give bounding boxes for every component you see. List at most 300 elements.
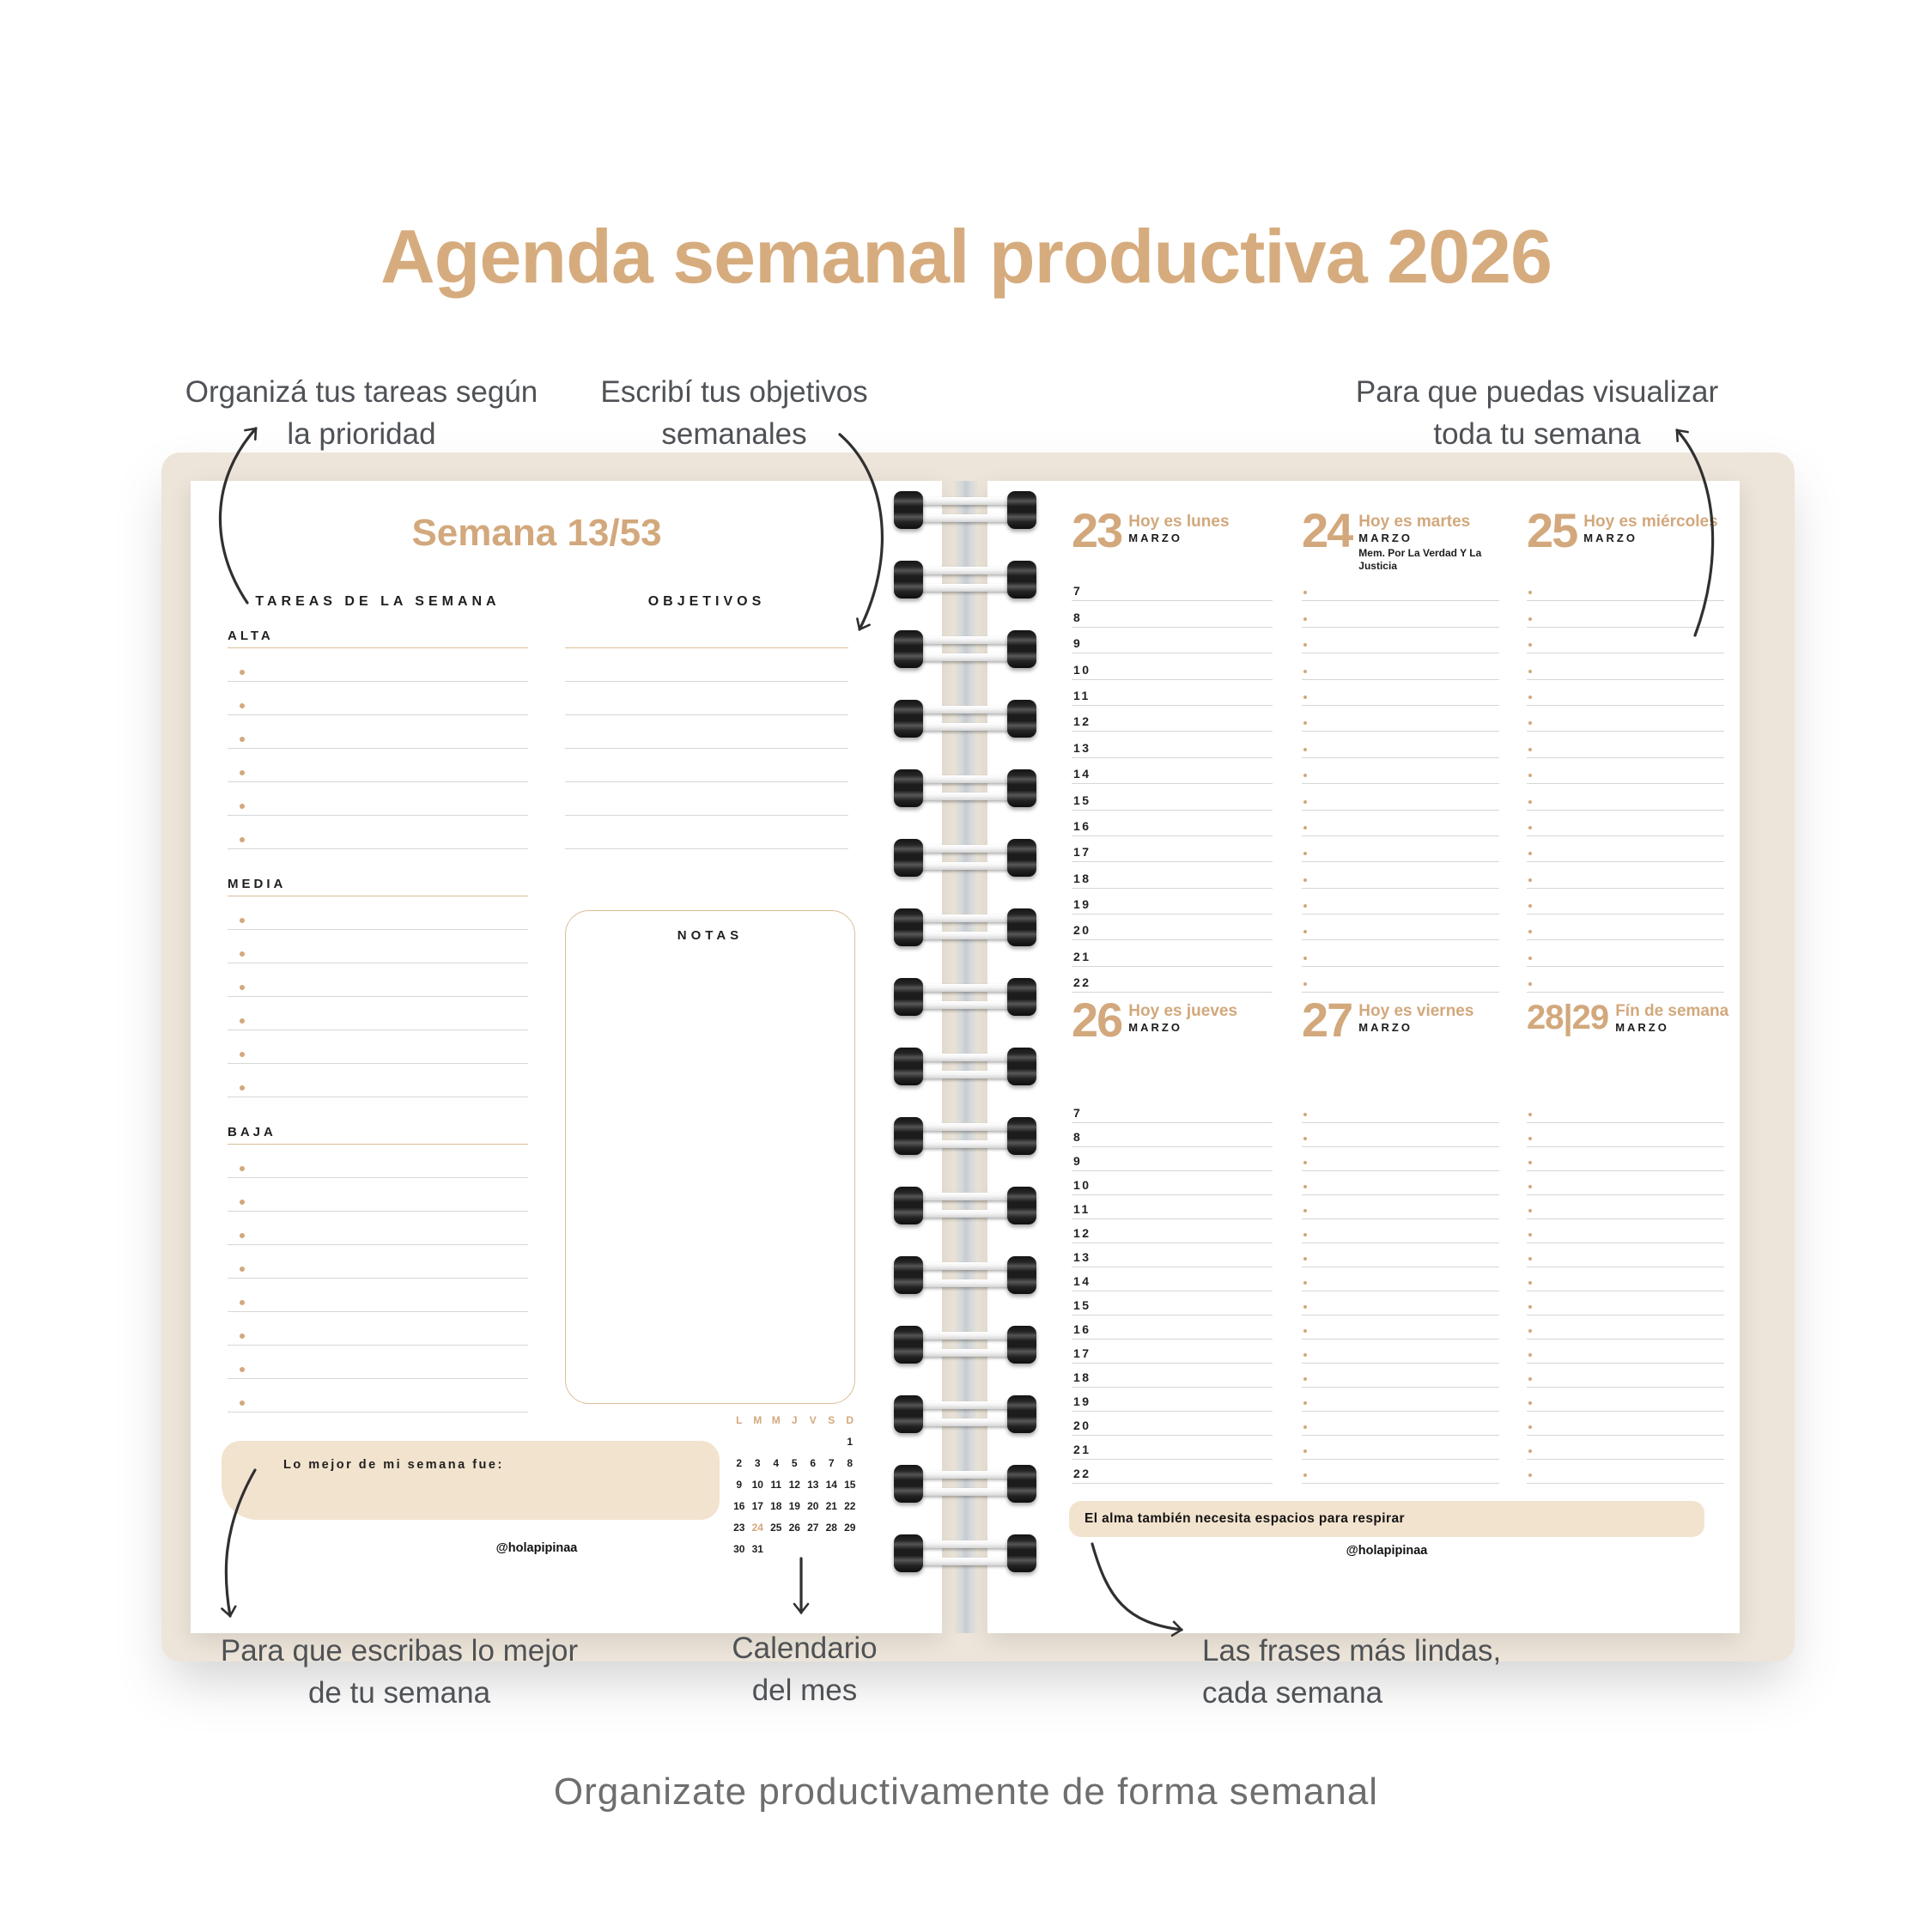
calendar-day: 1: [847, 1436, 854, 1448]
bullet-icon: [1528, 1353, 1532, 1357]
calendar-day: 22: [844, 1500, 856, 1512]
bullet-icon: [1528, 1113, 1532, 1116]
spiral-ring: [894, 630, 1036, 668]
hour-line: [1527, 1195, 1724, 1219]
day-header: [1302, 993, 1516, 1047]
bullet-icon: [1303, 982, 1307, 986]
bullet-icon: [240, 737, 245, 742]
best-of-week-label: Lo mejor de mi semana fue:: [283, 1458, 504, 1472]
best-of-week-box: [222, 1441, 720, 1520]
day-label: Hoy es lunes: [1128, 513, 1230, 531]
day-month: MARZO: [1615, 1021, 1669, 1034]
annotation-quotes: [1202, 1630, 1563, 1714]
hour-line: [1527, 758, 1724, 784]
hour-line: [1527, 1364, 1724, 1388]
day-header: [1072, 503, 1286, 557]
hour-line: [1527, 653, 1724, 679]
day-header-side: [1128, 513, 1229, 545]
ring-clip-left: [894, 561, 923, 598]
day-number: 24: [1302, 503, 1352, 557]
hour-line: [1302, 940, 1499, 966]
task-line: [228, 1346, 528, 1379]
ring-wire: [914, 636, 1016, 644]
calendar-weekday: L: [736, 1414, 743, 1426]
ring-wire: [914, 653, 1016, 661]
hour-line: [1072, 1364, 1273, 1388]
annotation-calendar-line2: del mes: [751, 1674, 858, 1707]
priority-label: BAJA: [228, 1121, 528, 1145]
bullet-icon: [1528, 800, 1532, 804]
spiral-ring: [894, 1534, 1036, 1572]
day-month: MARZO: [1128, 532, 1182, 544]
day-number: 23: [1072, 503, 1122, 557]
ring-clip-right: [1007, 630, 1036, 668]
task-line: [228, 749, 528, 782]
hour-line: [1302, 784, 1499, 810]
hour-line: [1527, 967, 1724, 993]
hour-line: [1302, 1147, 1499, 1171]
objective-line: [565, 648, 848, 682]
bullet-icon: [1528, 930, 1532, 933]
ring-clip-right: [1007, 561, 1036, 598]
calendar-day: 27: [807, 1522, 819, 1534]
bullet-icon: [1303, 721, 1307, 725]
hour-line: [1072, 680, 1273, 706]
hour-line: [1302, 1412, 1499, 1436]
hour-line: [1527, 1147, 1724, 1171]
priority-label: ALTA: [228, 625, 528, 648]
bullet-icon: [1528, 1257, 1532, 1261]
ring-clip-right: [1007, 1534, 1036, 1572]
ring-wire: [914, 1279, 1016, 1287]
hour-line: [1302, 1099, 1499, 1123]
hour-line: [1072, 1412, 1273, 1436]
spiral-ring: [894, 1117, 1036, 1155]
priority-group: [228, 625, 528, 849]
hour-line: [1527, 784, 1724, 810]
hour-line: [1527, 575, 1724, 601]
bullet-icon: [1303, 904, 1307, 908]
calendar-week-row: [730, 1474, 860, 1496]
hour-line: [1527, 1099, 1724, 1123]
calendar-weekday: M: [753, 1414, 762, 1426]
hour-line: [1072, 1123, 1273, 1147]
hour-line: [1527, 1171, 1724, 1195]
calendar-day: [730, 1431, 749, 1453]
bullet-icon: [1303, 1161, 1307, 1164]
bullet-icon: [1303, 1281, 1307, 1285]
bullet-icon: [1303, 1353, 1307, 1357]
hour-line: [1072, 862, 1273, 888]
bullet-icon: [240, 670, 245, 675]
bullet-icon: [1303, 1473, 1307, 1477]
hour-label: 21: [1073, 1443, 1091, 1456]
spiral-ring: [894, 908, 1036, 946]
calendar-weekday-row: [730, 1410, 860, 1431]
ring-clip-left: [894, 1117, 923, 1155]
calendar-day: 11: [770, 1479, 782, 1491]
bullet-icon: [1528, 1281, 1532, 1285]
ring-wire: [914, 1123, 1016, 1131]
spiral-ring: [894, 561, 1036, 598]
hour-line: [1072, 1388, 1273, 1412]
bullet-icon: [1528, 982, 1532, 986]
hour-line: [1302, 1291, 1499, 1315]
hour-line: [1527, 1291, 1724, 1315]
hour-line: [1527, 1412, 1724, 1436]
ring-wire: [914, 932, 1016, 939]
annotation-week-view-line2: toda tu semana: [1433, 417, 1641, 451]
spiral-ring: [894, 1465, 1036, 1503]
annotation-tasks-line1: Organizá tus tareas según: [185, 375, 538, 409]
calendar-day: 31: [751, 1543, 763, 1555]
hour-label: 7: [1073, 584, 1083, 598]
calendar-day: 13: [807, 1479, 819, 1491]
bullet-icon: [1303, 1329, 1307, 1333]
day-header: [1527, 999, 1741, 1036]
calendar-day: 6: [810, 1457, 817, 1469]
hour-label: 15: [1073, 1298, 1091, 1312]
calendar-day: 28: [825, 1522, 837, 1534]
hour-line: [1527, 862, 1724, 888]
task-line: [228, 682, 528, 715]
hour-label: 16: [1073, 818, 1091, 833]
hour-line: [1302, 1436, 1499, 1460]
calendar-day: 16: [733, 1500, 745, 1512]
bullet-icon: [240, 951, 245, 957]
calendar-day: [804, 1431, 823, 1453]
spiral-ring: [894, 1256, 1036, 1294]
calendar-day: 29: [844, 1522, 856, 1534]
ring-wire: [914, 1349, 1016, 1357]
hour-line: [1527, 1123, 1724, 1147]
task-line: [228, 1312, 528, 1346]
calendar-day: 4: [773, 1457, 780, 1469]
hour-line: [1302, 1460, 1499, 1484]
bullet-icon: [240, 1085, 245, 1091]
hour-line: [1302, 967, 1499, 993]
hour-line: [1072, 967, 1273, 993]
bullet-icon: [240, 1267, 245, 1272]
task-line: [228, 1279, 528, 1312]
hour-line: [1072, 732, 1273, 757]
hour-line: [1072, 1147, 1273, 1171]
hour-line: [1072, 628, 1273, 653]
annotation-objectives-line2: semanales: [661, 417, 807, 451]
hour-line: [1072, 836, 1273, 862]
calendar-weekday: D: [846, 1414, 854, 1426]
bullet-icon: [240, 1052, 245, 1057]
hour-line: [1072, 1315, 1273, 1340]
hour-label: 22: [1073, 1467, 1091, 1480]
ring-wire: [914, 1488, 1016, 1496]
annotation-week-view-line1: Para que puedas visualizar: [1355, 375, 1719, 409]
calendar-day: [749, 1431, 768, 1453]
notes-box: [565, 910, 855, 1404]
ring-clip-right: [1007, 978, 1036, 1016]
objective-line: [565, 715, 848, 749]
day-label: Hoy es miércoles: [1583, 513, 1718, 531]
ring-wire: [914, 723, 1016, 731]
hour-label: 13: [1073, 1250, 1091, 1264]
day-header-side: [1583, 513, 1717, 545]
weekly-quote-bar: [1069, 1501, 1704, 1537]
ring-wire: [914, 1540, 1016, 1548]
bullet-icon: [1303, 670, 1307, 673]
bullet-icon: [1528, 1161, 1532, 1164]
hour-line: [1072, 1291, 1273, 1315]
day-header-side: [1358, 1002, 1473, 1035]
ring-clip-left: [894, 1395, 923, 1433]
annotation-tasks: [147, 371, 576, 455]
ring-clip-left: [894, 1187, 923, 1224]
ring-wire: [914, 1210, 1016, 1218]
calendar-day: 2: [736, 1457, 743, 1469]
calendar-day: 3: [754, 1457, 761, 1469]
bullet-icon: [1528, 1305, 1532, 1309]
calendar-week-row: [730, 1517, 860, 1539]
annotation-week-view: [1322, 371, 1752, 455]
annotation-objectives: [519, 371, 949, 455]
spiral-ring: [894, 700, 1036, 738]
bullet-icon: [240, 1166, 245, 1171]
day-schedule: [1527, 575, 1724, 993]
hour-line: [1527, 1436, 1724, 1460]
calendar-day: 12: [788, 1479, 800, 1491]
annotation-calendar-line1: Calendario: [732, 1631, 878, 1665]
ring-wire: [914, 1071, 1016, 1078]
day-schedule: [1302, 1099, 1499, 1484]
bullet-icon: [1528, 774, 1532, 777]
calendar-day: 7: [828, 1457, 835, 1469]
calendar-day: 20: [807, 1500, 819, 1512]
month-calendar: [730, 1410, 860, 1560]
hour-line: [1072, 1195, 1273, 1219]
hour-label: 17: [1073, 845, 1091, 860]
calendar-week-row: [730, 1431, 860, 1453]
notes-header: NOTAS: [677, 928, 744, 943]
hour-line: [1072, 1460, 1273, 1484]
bullet-icon: [1528, 1449, 1532, 1453]
bullet-icon: [240, 1400, 245, 1406]
hour-line: [1527, 1267, 1724, 1291]
hour-line: [1527, 1219, 1724, 1243]
day-month: MARZO: [1358, 1021, 1413, 1034]
hour-line: [1527, 914, 1724, 940]
bullet-icon: [240, 1233, 245, 1238]
hour-line: [1072, 601, 1273, 627]
hour-line: [1527, 889, 1724, 914]
bullet-icon: [240, 1300, 245, 1305]
ring-wire: [914, 1262, 1016, 1270]
bullet-icon: [1528, 904, 1532, 908]
ring-clip-right: [1007, 1395, 1036, 1433]
bullet-icon: [1528, 721, 1532, 725]
hour-label: 8: [1073, 1130, 1083, 1144]
task-line: [228, 782, 528, 816]
ring-clip-right: [1007, 839, 1036, 877]
objective-line: [565, 682, 848, 715]
hour-label: 16: [1073, 1322, 1091, 1336]
hour-line: [1302, 836, 1499, 862]
ring-wire: [914, 567, 1016, 574]
hour-line: [1072, 1340, 1273, 1364]
social-handle-right: @holapipinaa: [1346, 1544, 1428, 1558]
hour-label: 15: [1073, 793, 1091, 807]
hour-line: [1072, 706, 1273, 732]
spiral-ring: [894, 1048, 1036, 1085]
day-schedule: [1072, 1099, 1273, 1484]
ring-clip-left: [894, 839, 923, 877]
ring-wire: [914, 497, 1016, 505]
ring-wire: [914, 914, 1016, 922]
calendar-weekday: J: [791, 1414, 798, 1426]
hour-line: [1072, 784, 1273, 810]
bullet-icon: [1303, 1113, 1307, 1116]
week-title: Semana 13/53: [411, 512, 662, 554]
day-header-side: [1128, 1002, 1237, 1035]
spiral-ring: [894, 978, 1036, 1016]
ring-wire: [914, 1001, 1016, 1009]
ring-wire: [914, 1193, 1016, 1200]
bullet-icon: [1528, 1137, 1532, 1140]
objective-line: [565, 782, 848, 816]
bullet-icon: [1303, 852, 1307, 855]
calendar-day: 25: [770, 1522, 782, 1534]
hour-line: [1302, 889, 1499, 914]
ring-clip-right: [1007, 491, 1036, 529]
bullet-icon: [1303, 1401, 1307, 1405]
ring-clip-left: [894, 630, 923, 668]
weekly-quote-text: El alma también necesita espacios para respirar: [1084, 1511, 1405, 1526]
day-label: Fín de semana: [1615, 1002, 1729, 1020]
bullet-icon: [1528, 1377, 1532, 1381]
calendar-day: 14: [825, 1479, 837, 1491]
ring-clip-left: [894, 908, 923, 946]
bullet-icon: [1528, 1233, 1532, 1236]
day-header-side: [1615, 1002, 1728, 1035]
calendar-day: 8: [847, 1457, 854, 1469]
ring-clip-left: [894, 978, 923, 1016]
calendar-day: 15: [844, 1479, 856, 1491]
bullet-icon: [1303, 1425, 1307, 1429]
calendar-day: 5: [791, 1457, 798, 1469]
day-holiday-note: Mem. Por La Verdad Y La Justicia: [1358, 547, 1482, 572]
bullet-icon: [1528, 1425, 1532, 1429]
day-header-side: [1358, 513, 1513, 573]
hour-label: 12: [1073, 1226, 1091, 1240]
day-schedule: [1072, 575, 1273, 993]
hour-label: 9: [1073, 1154, 1083, 1168]
day-month: MARZO: [1128, 1021, 1182, 1034]
objective-line: [565, 816, 848, 849]
calendar-day: 17: [751, 1500, 763, 1512]
bullet-icon: [1303, 800, 1307, 804]
hour-line: [1072, 889, 1273, 914]
hour-line: [1302, 601, 1499, 627]
hour-label: 19: [1073, 1394, 1091, 1408]
hour-line: [1527, 1315, 1724, 1340]
ring-wire: [914, 1558, 1016, 1565]
hour-line: [1527, 601, 1724, 627]
ring-wire: [914, 706, 1016, 714]
ring-clip-right: [1007, 1465, 1036, 1503]
day-number: 28|29: [1527, 999, 1609, 1036]
hour-label: 17: [1073, 1346, 1091, 1360]
calendar-day: 19: [788, 1500, 800, 1512]
ring-clip-right: [1007, 769, 1036, 807]
ring-wire: [914, 793, 1016, 800]
task-line: [228, 997, 528, 1030]
day-month: MARZO: [1358, 532, 1413, 544]
tasks-section-header: TAREAS DE LA SEMANA: [255, 594, 501, 609]
bullet-icon: [1303, 1257, 1307, 1261]
annotation-best-line2: de tu semana: [307, 1676, 491, 1710]
ring-wire: [914, 1419, 1016, 1426]
hour-line: [1302, 732, 1499, 757]
hour-line: [1527, 680, 1724, 706]
day-number: 27: [1302, 993, 1352, 1047]
calendar-day: 23: [733, 1522, 745, 1534]
bullet-icon: [240, 703, 245, 708]
bullet-icon: [1303, 643, 1307, 647]
hour-line: [1302, 575, 1499, 601]
bullet-icon: [1303, 591, 1307, 594]
ring-clip-right: [1007, 700, 1036, 738]
hour-line: [1302, 1388, 1499, 1412]
hour-line: [1072, 914, 1273, 940]
bullet-icon: [1528, 878, 1532, 882]
ring-clip-right: [1007, 908, 1036, 946]
hour-label: 13: [1073, 740, 1091, 755]
priority-label: MEDIA: [228, 873, 528, 896]
hour-line: [1072, 1219, 1273, 1243]
ring-wire: [914, 1471, 1016, 1479]
hour-label: 9: [1073, 636, 1083, 651]
annotation-tasks-line2: la prioridad: [287, 417, 436, 451]
hour-label: 11: [1073, 688, 1091, 702]
bullet-icon: [1303, 1233, 1307, 1236]
task-line: [228, 1030, 528, 1064]
bullet-icon: [1303, 957, 1307, 960]
hour-label: 14: [1073, 767, 1091, 781]
spiral-ring: [894, 1187, 1036, 1224]
bullet-icon: [240, 1334, 245, 1339]
ring-wire: [914, 514, 1016, 522]
bullet-icon: [1528, 1401, 1532, 1405]
bullet-icon: [1303, 1209, 1307, 1212]
hour-line: [1302, 862, 1499, 888]
task-line: [228, 930, 528, 963]
calendar-week-row: [730, 1496, 860, 1517]
annotation-best-of-week: [185, 1630, 614, 1714]
hour-line: [1527, 940, 1724, 966]
priority-group: [228, 873, 528, 1097]
ring-clip-right: [1007, 1256, 1036, 1294]
ring-wire: [914, 845, 1016, 853]
bullet-icon: [1303, 774, 1307, 777]
hour-line: [1302, 1243, 1499, 1267]
ring-clip-left: [894, 1465, 923, 1503]
annotation-quotes-line1: Las frases más lindas,: [1202, 1634, 1502, 1668]
hour-line: [1072, 1099, 1273, 1123]
hour-line: [1302, 680, 1499, 706]
bullet-icon: [1528, 748, 1532, 751]
annotation-calendar: [590, 1627, 1019, 1711]
calendar-day: [767, 1431, 786, 1453]
day-label: Hoy es viernes: [1358, 1002, 1474, 1020]
task-line: [228, 816, 528, 849]
